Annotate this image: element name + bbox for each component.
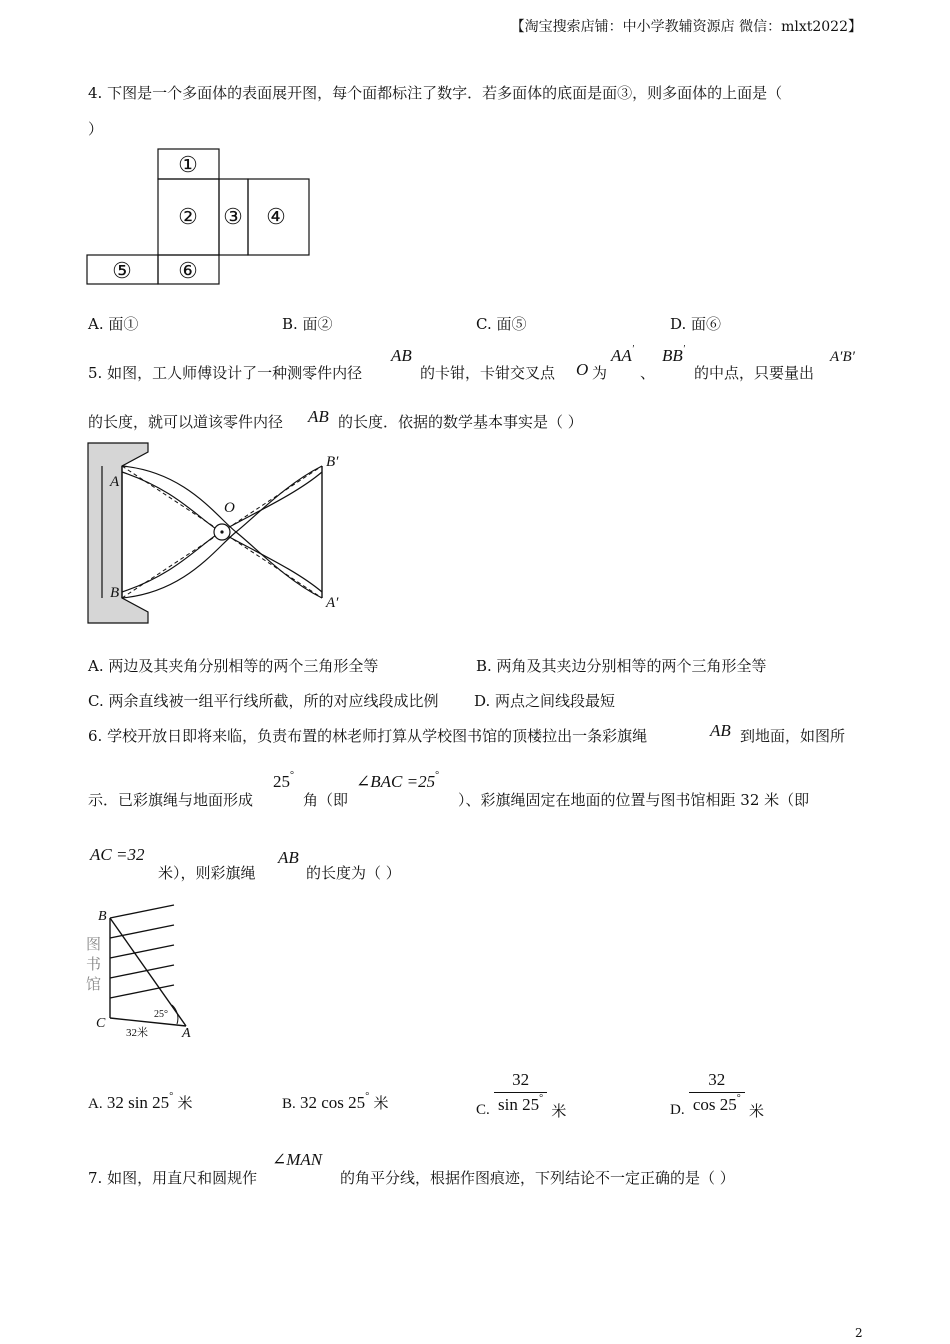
q5-math-apbp: A′B′ (830, 349, 855, 365)
q5-math-o: O (576, 360, 589, 379)
q6-option-a: A. 32 sin 25° 米 (88, 1091, 193, 1112)
q5-label-ap: A′ (326, 595, 339, 611)
q7-math-man: ∠MAN (272, 1150, 323, 1169)
q5-option-d: D. 两点之间线段最短 (474, 692, 616, 710)
q5-math-aa: AA′ (611, 344, 634, 365)
q5-math-ab-2: AB (308, 407, 329, 426)
q6-option-c: C. $\frac{32}{\sin 25^\circ}$ 米 (476, 1070, 567, 1120)
q5-math-ab: AB (391, 346, 412, 365)
q5-text-part1: 5. 如图，工人师傅设计了一种测零件内径 (88, 364, 363, 382)
q5-label-b: B (110, 585, 120, 601)
q6-label-c: C (96, 1016, 106, 1031)
q5-text-part6: 的长度．依据的数学基本事实是（ ） (338, 413, 583, 431)
page-number: 2 (855, 1326, 863, 1340)
q5-option-c: C. 两余直线被一组平行线所截，所的对应线段成比例 (88, 692, 439, 710)
q6-text-part4: 角（即 (303, 791, 349, 809)
q5-separator: 、 (640, 364, 656, 382)
q4-text-line1: 4. 下图是一个多面体的表面展开图，每个面都标注了数字．若多面体的底面是面③，则多面体的上面是（ (88, 84, 783, 102)
q5-math-bb: BB′ (662, 344, 685, 365)
q5-label-a: A (110, 474, 120, 490)
q6-math-ab: AB (710, 721, 731, 740)
q6-math-25: 25° (273, 770, 294, 791)
q6-text-part7: 的长度为（ ） (306, 864, 401, 882)
face-6-label: ⑥ (178, 258, 198, 283)
q6-text-part1: 6. 学校开放日即将来临，负责布置的林老师打算从学校图书馆的顶楼拉出一条彩旗绳 (88, 727, 648, 745)
q6-building-figure (86, 900, 216, 1045)
q6-label-angle: 25° (154, 1009, 168, 1020)
face-1-label: ① (178, 152, 198, 177)
q6-option-b: B. 32 cos 25° 米 (282, 1091, 389, 1112)
q5-text-part3: 为 (592, 364, 608, 382)
q5-text-part2: 的卡钳，卡钳交叉点 (420, 364, 556, 382)
q5-label-o: O (224, 500, 235, 516)
q4-option-d: D. 面⑥ (670, 315, 722, 333)
q6-math-bac: ∠BAC =25° (356, 770, 440, 791)
q5-label-bp: B′ (326, 454, 339, 470)
face-3-label: ③ (223, 204, 243, 229)
q4-option-c: C. 面⑤ (476, 315, 527, 333)
face-2-label: ② (178, 204, 198, 229)
q6-text-part6: 米），则彩旗绳 (158, 864, 256, 882)
q6-math-ac: AC =32 (90, 845, 145, 864)
q5-text-part4: 的中点，只要量出 (694, 364, 815, 382)
face-5-label: ⑤ (112, 258, 132, 283)
header-shop-info: 【淘宝搜索店铺：中小学教辅资源店 微信：mlxt2022】 (510, 19, 862, 35)
q7-text-part2: 的角平分线，根据作图痕迹，下列结论不一定正确的是（ ） (340, 1169, 735, 1187)
q7-text-part1: 7. 如图，用直尺和圆规作 (88, 1169, 258, 1187)
q6-label-building: 图书馆 (86, 935, 102, 993)
q4-option-a: A. 面① (88, 315, 139, 333)
q6-label-distance: 32米 (126, 1027, 148, 1039)
q5-option-a: A. 两边及其夹角分别相等的两个三角形全等 (88, 657, 379, 675)
q6-math-ab-2: AB (278, 848, 299, 867)
q6-text-part5: ）、彩旗绳固定在地面的位置与图书馆相距 32 米（即 (458, 791, 810, 809)
q4-option-b: B. 面② (282, 315, 333, 333)
face-4-label: ④ (266, 204, 286, 229)
q4-net-figure (86, 148, 312, 288)
q6-label-b: B (98, 909, 107, 924)
q4-text-line2: ） (88, 120, 104, 138)
q5-caliper-figure (86, 440, 346, 630)
q6-option-d: D. $\frac{32}{\cos 25^\circ}$ 米 (670, 1070, 765, 1120)
q5-option-b: B. 两角及其夹边分别相等的两个三角形全等 (476, 657, 767, 675)
q6-text-part2: 到地面，如图所 (740, 727, 846, 745)
q6-text-part3: 示．已彩旗绳与地面形成 (88, 791, 254, 809)
q6-label-a: A (182, 1026, 191, 1041)
q5-text-part5: 的长度，就可以道该零件内径 (88, 413, 284, 431)
